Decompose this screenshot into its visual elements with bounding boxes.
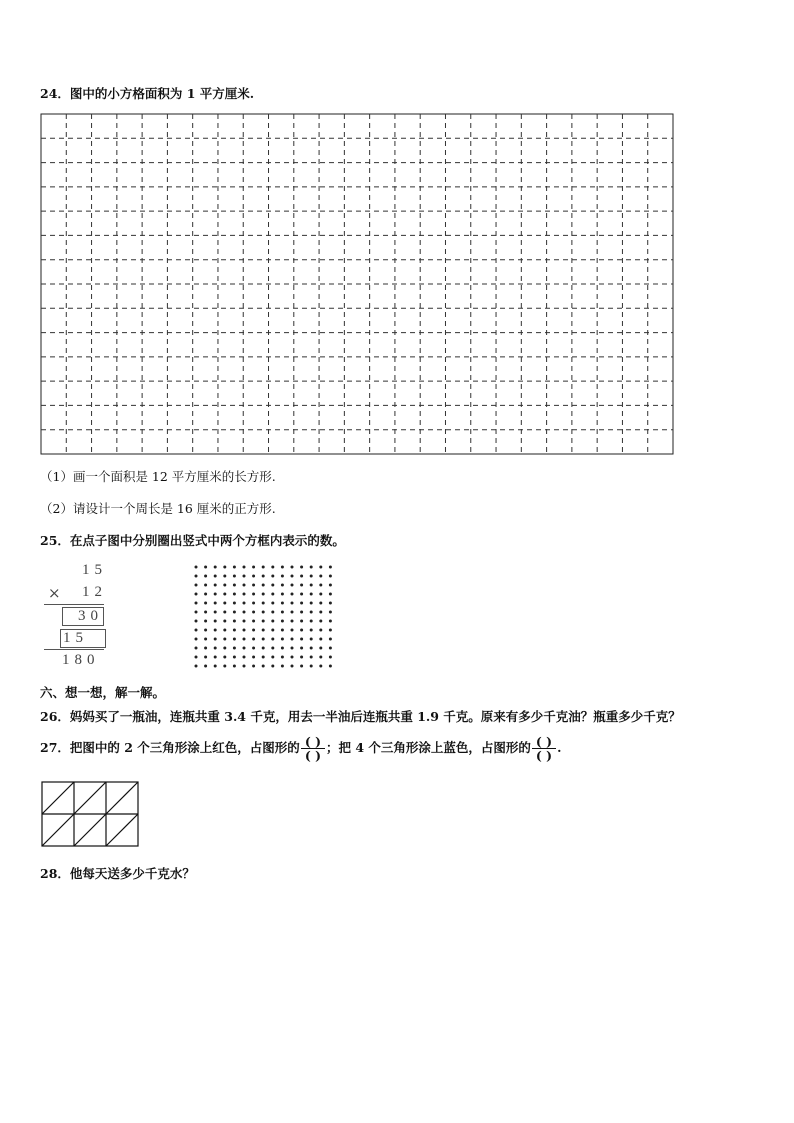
figure-diagonal: [74, 814, 106, 846]
dot: [310, 638, 313, 641]
dot: [281, 647, 284, 650]
dot: [310, 620, 313, 623]
dot: [310, 602, 313, 605]
dot: [214, 566, 217, 569]
dot: [329, 593, 332, 596]
dot: [223, 566, 226, 569]
dot: [252, 665, 255, 668]
dot: [271, 620, 274, 623]
numerator-blank[interactable]: ( ): [301, 735, 325, 749]
dot: [300, 629, 303, 632]
dot: [195, 647, 198, 650]
fraction-blank-red[interactable]: [301, 735, 325, 762]
dot: [233, 584, 236, 587]
dot: [319, 566, 322, 569]
dot: [252, 611, 255, 614]
dot: [262, 566, 265, 569]
dot: [262, 647, 265, 650]
dot: [310, 611, 313, 614]
dot: [291, 611, 294, 614]
dot: [243, 593, 246, 596]
dot: [262, 620, 265, 623]
dot: [319, 620, 322, 623]
dot: [310, 665, 313, 668]
dot: [243, 584, 246, 587]
dot: [271, 629, 274, 632]
figure-diagonal: [106, 782, 138, 814]
dot: [300, 584, 303, 587]
dot: [281, 629, 284, 632]
dot: [204, 665, 207, 668]
dot: [233, 656, 236, 659]
dot: [319, 575, 322, 578]
dot: [329, 629, 332, 632]
q24-title: 24．图中的小方格面积为 1 平方厘米.: [40, 86, 255, 101]
dot: [195, 638, 198, 641]
dot: [291, 647, 294, 650]
dot: [214, 665, 217, 668]
dot: [319, 602, 322, 605]
dot: [195, 584, 198, 587]
dotted-square-grid[interactable]: [40, 113, 674, 455]
numerator-blank[interactable]: ( ): [532, 735, 556, 749]
dot: [252, 584, 255, 587]
dot: [329, 665, 332, 668]
dot: [233, 602, 236, 605]
dot: [252, 638, 255, 641]
dot: [271, 566, 274, 569]
dot: [195, 656, 198, 659]
dot: [243, 611, 246, 614]
dot: [204, 647, 207, 650]
dot: [319, 638, 322, 641]
dot: [204, 566, 207, 569]
dot: [271, 602, 274, 605]
dot: [281, 584, 284, 587]
dot: [310, 593, 313, 596]
dot: [281, 602, 284, 605]
dot: [291, 584, 294, 587]
section-6-heading: 六、想一想，解一解。: [40, 685, 166, 700]
dot: [310, 656, 313, 659]
dot: [204, 656, 207, 659]
dot: [300, 611, 303, 614]
dot: [271, 656, 274, 659]
dot: [300, 647, 303, 650]
dot: [223, 638, 226, 641]
dot: [281, 575, 284, 578]
dot: [214, 647, 217, 650]
dot: [291, 602, 294, 605]
dot: [300, 602, 303, 605]
dot: [223, 665, 226, 668]
q26-text: 26．妈妈买了一瓶油，连瓶共重 3.4 千克，用去一半油后连瓶共重 1.9 千克。原来有多少千克油？瓶重多少千克？: [40, 709, 681, 724]
dot: [233, 638, 236, 641]
dot: [319, 665, 322, 668]
dot: [204, 629, 207, 632]
dot: [243, 665, 246, 668]
dot: [291, 593, 294, 596]
figure-diagonal: [74, 782, 106, 814]
dot: [252, 656, 255, 659]
dot: [243, 647, 246, 650]
dot: [262, 602, 265, 605]
dot: [204, 602, 207, 605]
dot: [262, 629, 265, 632]
q27-end: .: [557, 740, 562, 755]
dot: [271, 665, 274, 668]
dot: [281, 593, 284, 596]
dot: [243, 656, 246, 659]
dot: [300, 575, 303, 578]
dot: [271, 647, 274, 650]
dot: [319, 611, 322, 614]
figure-diagonal: [42, 814, 74, 846]
dot: [262, 575, 265, 578]
dot: [243, 638, 246, 641]
dot: [214, 620, 217, 623]
q27-separator: ；把 4 个三角形涂上蓝色，占图形的: [326, 740, 531, 755]
dot: [271, 593, 274, 596]
dot: [195, 566, 198, 569]
dot: [271, 575, 274, 578]
dot: [252, 593, 255, 596]
dot: [291, 620, 294, 623]
dot: [195, 575, 198, 578]
dot: [233, 620, 236, 623]
dot: [214, 629, 217, 632]
denominator-blank[interactable]: ( ): [535, 748, 553, 763]
dot: [223, 593, 226, 596]
dot: [243, 620, 246, 623]
dot: [291, 629, 294, 632]
multiply-operator: ×: [48, 584, 61, 602]
dot: [310, 584, 313, 587]
dot: [223, 656, 226, 659]
q27-part1: 27．把图中的 2 个三角形涂上红色，占图形的: [40, 740, 300, 755]
dot: [262, 638, 265, 641]
dot: [252, 620, 255, 623]
dot-grid[interactable]: [192, 563, 342, 671]
dot: [214, 575, 217, 578]
dot: [243, 566, 246, 569]
dot: [300, 656, 303, 659]
dot: [195, 665, 198, 668]
q28-text: 28．他每天送多少千克水？: [40, 866, 195, 881]
dot: [195, 611, 198, 614]
figure-diagonal: [42, 782, 74, 814]
dot: [319, 593, 322, 596]
dot: [329, 602, 332, 605]
multiplicand: 15: [82, 562, 107, 578]
dot: [310, 647, 313, 650]
dot: [233, 566, 236, 569]
dot: [223, 629, 226, 632]
figure-diagonal: [106, 814, 138, 846]
vertical-multiplication: [40, 560, 120, 670]
dot: [271, 584, 274, 587]
dot: [281, 665, 284, 668]
dot: [214, 593, 217, 596]
fraction-blank-blue[interactable]: [532, 735, 556, 762]
dot: [233, 575, 236, 578]
dot: [262, 656, 265, 659]
dot: [291, 656, 294, 659]
q24-subquestion-1: （1）画一个面积是 12 平方厘米的长方形.: [40, 469, 276, 484]
dot: [195, 629, 198, 632]
dot: [214, 611, 217, 614]
dot: [319, 629, 322, 632]
divider-line: [44, 649, 104, 650]
multiplier: 12: [82, 584, 107, 600]
dot: [300, 620, 303, 623]
dot: [233, 593, 236, 596]
dot: [329, 656, 332, 659]
dot: [310, 575, 313, 578]
dot: [195, 602, 198, 605]
dot: [300, 665, 303, 668]
dot: [252, 602, 255, 605]
dot: [214, 602, 217, 605]
dot: [243, 629, 246, 632]
dot: [262, 593, 265, 596]
dot: [252, 566, 255, 569]
dot: [233, 629, 236, 632]
dot: [281, 566, 284, 569]
dot: [329, 566, 332, 569]
triangle-figure[interactable]: [41, 781, 141, 849]
dot: [262, 584, 265, 587]
dot: [281, 638, 284, 641]
denominator-blank[interactable]: ( ): [304, 748, 321, 763]
dot: [329, 611, 332, 614]
dot: [329, 575, 332, 578]
dot: [252, 575, 255, 578]
dot: [310, 629, 313, 632]
dot: [214, 638, 217, 641]
dot: [329, 638, 332, 641]
dot: [300, 566, 303, 569]
dot: [204, 593, 207, 596]
dot: [223, 602, 226, 605]
dot: [204, 638, 207, 641]
dot: [262, 665, 265, 668]
dot: [195, 620, 198, 623]
partial-product-box-1[interactable]: 30: [62, 607, 104, 626]
dot: [329, 584, 332, 587]
dot: [271, 611, 274, 614]
product: 180: [62, 652, 100, 668]
dot: [329, 647, 332, 650]
dot: [233, 665, 236, 668]
dot: [204, 611, 207, 614]
dot: [252, 629, 255, 632]
q27-text: [40, 735, 561, 762]
dot: [291, 566, 294, 569]
dot: [271, 638, 274, 641]
dot: [281, 656, 284, 659]
dot: [310, 566, 313, 569]
dot: [300, 593, 303, 596]
dot: [291, 575, 294, 578]
divider-line: [44, 604, 104, 605]
dot: [223, 647, 226, 650]
dot: [195, 593, 198, 596]
dot: [223, 575, 226, 578]
dot: [233, 647, 236, 650]
dot: [214, 656, 217, 659]
dot: [204, 584, 207, 587]
dot: [329, 620, 332, 623]
dot: [223, 611, 226, 614]
dot: [291, 665, 294, 668]
dot: [204, 575, 207, 578]
dot: [319, 656, 322, 659]
dot: [291, 638, 294, 641]
dot: [281, 611, 284, 614]
dot: [214, 584, 217, 587]
dot: [223, 584, 226, 587]
dot: [223, 620, 226, 623]
dot: [204, 620, 207, 623]
dot: [243, 575, 246, 578]
dot: [319, 584, 322, 587]
dot: [262, 611, 265, 614]
q25-title: 25．在点子图中分别圈出竖式中两个方框内表示的数。: [40, 533, 345, 548]
dot: [233, 611, 236, 614]
dot: [319, 647, 322, 650]
dot: [300, 638, 303, 641]
dot: [281, 620, 284, 623]
q24-subquestion-2: （2）请设计一个周长是 16 厘米的正方形.: [40, 501, 276, 516]
dot: [243, 602, 246, 605]
dot: [252, 647, 255, 650]
partial-product-box-2[interactable]: 15: [60, 629, 106, 648]
